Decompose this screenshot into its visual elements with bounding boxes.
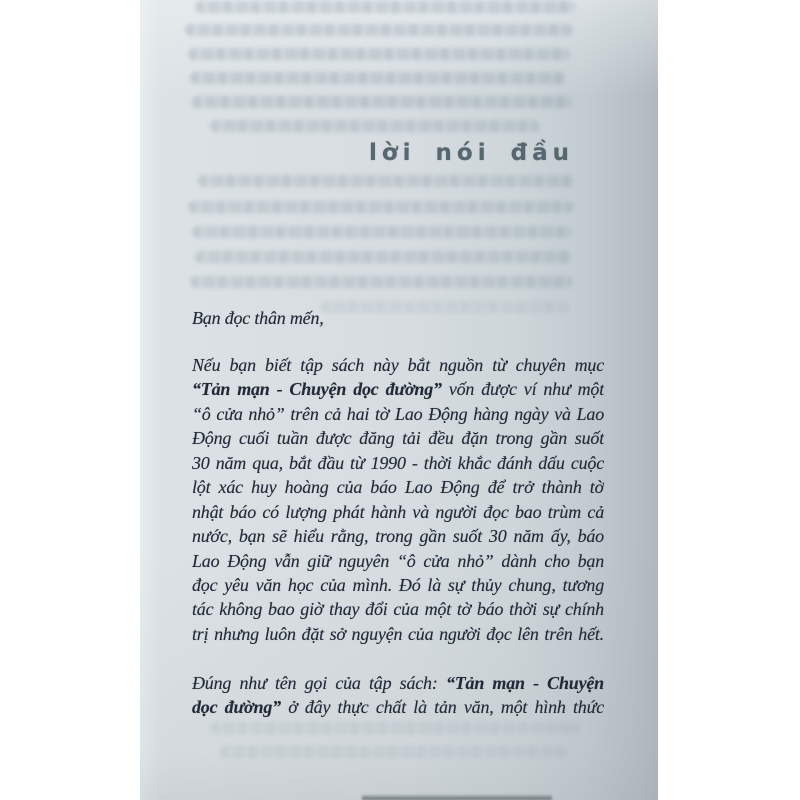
text-line: [192, 695, 604, 719]
text-segment: ở đây thực chất là tản văn, một hình thức: [280, 697, 604, 718]
ghost-text-line: [188, 48, 570, 60]
text-segment: 30 năm qua, bắt đầu từ 1990 - thời khắc đánh dấu cuộc: [192, 452, 604, 473]
text-segment: Động cuối tuần được đăng tải đều đặn trong gần suốt: [192, 428, 604, 449]
text-segment: đọc yêu văn học của mình. Đó là sự thủy chung, tương: [192, 574, 604, 595]
text-segment: tác không bao giờ thay đổi của một tờ báo thời sự chính: [192, 599, 604, 620]
text-line: [192, 597, 604, 621]
bold-text-segment: “Tản mạn - Chuyện dọc đường”: [192, 379, 442, 400]
ghost-text-line: [210, 722, 580, 734]
ghost-text-line: [190, 72, 566, 84]
ghost-text-line: [192, 96, 572, 108]
ghost-text-line: [190, 276, 573, 288]
chapter-title: lời nói đầu: [368, 140, 574, 166]
text-segment: Đúng như tên gọi của tập sách:: [192, 673, 446, 693]
text-segment: lột xác huy hoàng của báo Lao Động để trở thành tờ: [192, 477, 604, 498]
ghost-text-line: [210, 120, 540, 132]
text-line: [192, 426, 604, 450]
text-segment: Lao Động vẫn giữ nguyên “ô cửa nhỏ” dành cho bạn: [192, 550, 604, 571]
text-segment: trị nhưng luôn đặt sở nguyện của người đọc lên trên hết.: [192, 623, 604, 644]
paragraph: [192, 671, 604, 720]
text-segment: vốn được ví như một: [441, 379, 604, 400]
text-line: [192, 671, 604, 695]
text-line: [192, 573, 604, 597]
ghost-text-line: [195, 1, 575, 13]
text-line: [192, 549, 604, 573]
text-segment: “ô cửa nhỏ” trên cả hai tờ Lao Động hàng ngày và Lao: [192, 403, 604, 424]
book-page-photo: [140, 0, 658, 800]
text-segment: nước, bạn sẽ hiểu rằng, trong gần suốt 30 năm ấy, báo: [192, 526, 604, 547]
paragraph: [192, 353, 604, 646]
text-line: [192, 353, 604, 377]
bold-text-segment: dọc đường”: [192, 697, 281, 718]
text-line: [192, 402, 604, 426]
text-line: [192, 451, 604, 475]
bold-text-segment: “Tản mạn - Chuyện: [445, 673, 604, 693]
ghost-text-line: [192, 226, 572, 238]
ghost-text-line: [198, 175, 574, 187]
text-segment: Nếu bạn biết tập sách này bắt nguồn từ chuyên mục: [192, 355, 604, 375]
ghost-text-line: [188, 201, 574, 213]
text-line: [192, 475, 604, 499]
ghost-text-line: [195, 251, 573, 263]
text-line: [192, 500, 604, 524]
text-line: [192, 377, 604, 401]
ghost-text-line: [185, 24, 573, 36]
ghost-text-line: [220, 746, 570, 758]
salutation-line: Bạn đọc thân mến,: [192, 308, 324, 328]
text-segment: nhật báo có lượng phát hành và người đọc bao trùm cả: [192, 501, 604, 522]
text-line: [192, 524, 604, 548]
text-line: [192, 622, 604, 646]
page-bottom-shadow: [362, 794, 552, 800]
